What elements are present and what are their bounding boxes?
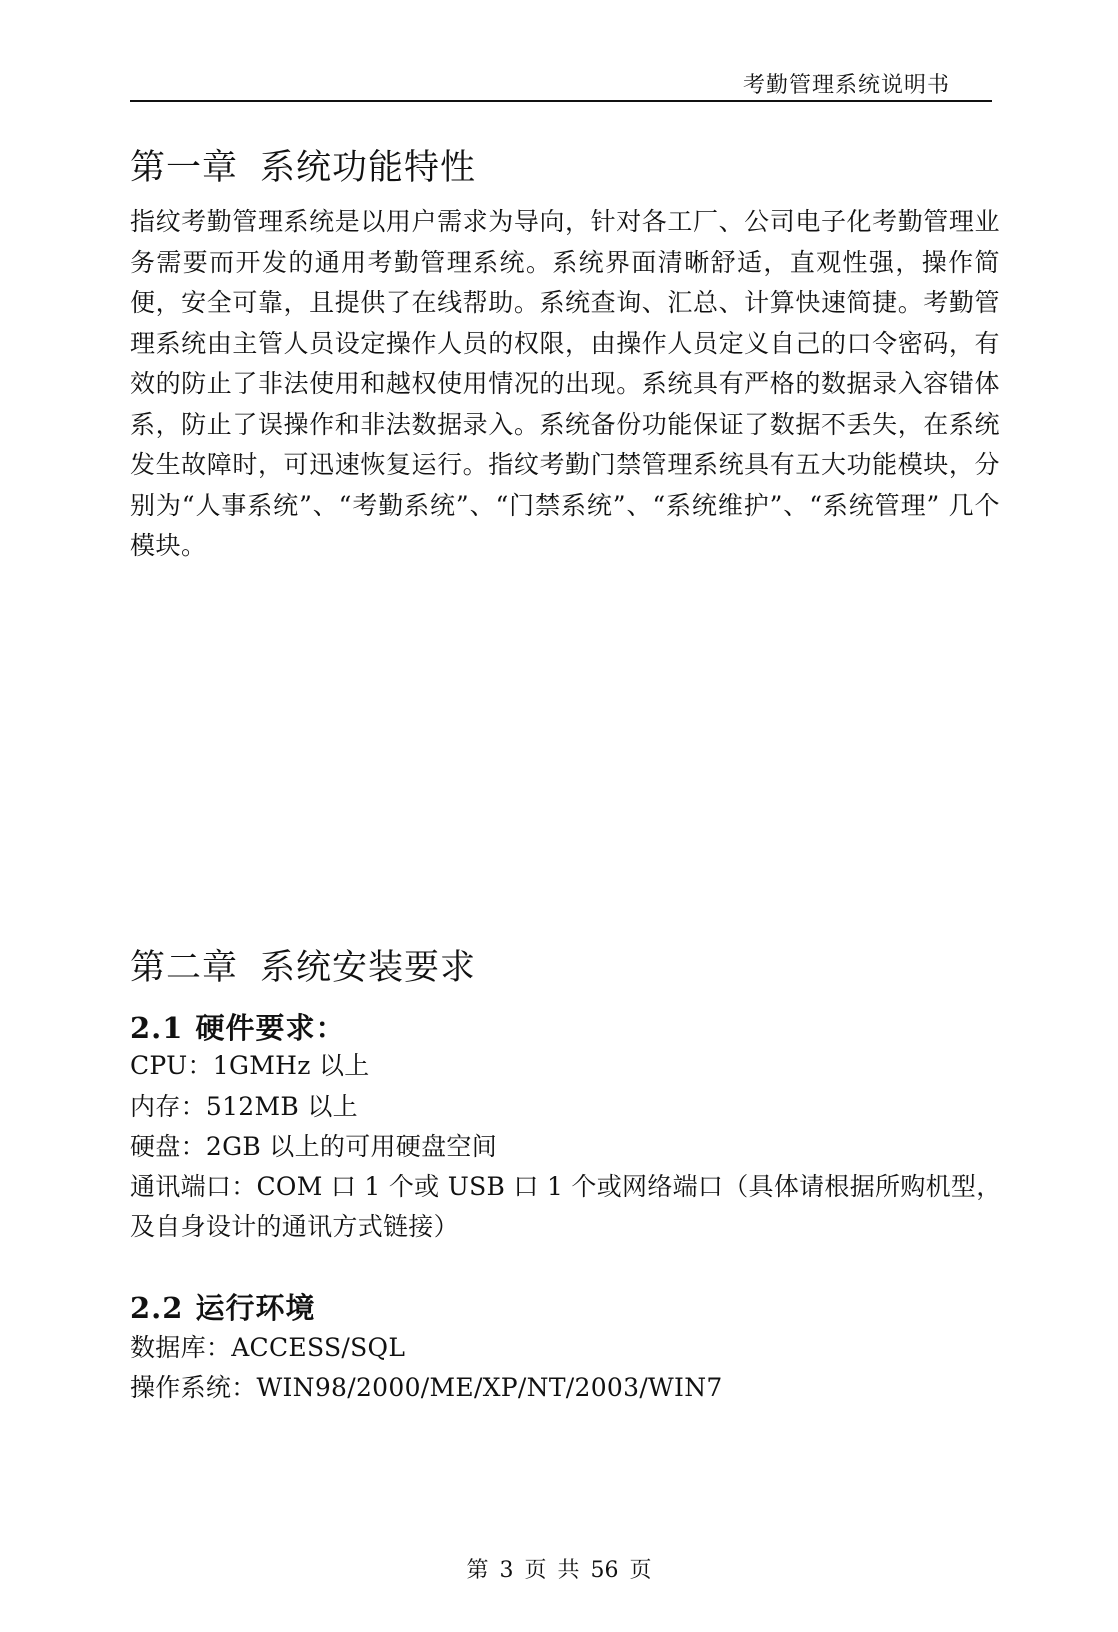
hardware-port-line-cont: 及自身设计的通讯方式链接）	[130, 1212, 459, 1241]
chapter-1-body: 指纹考勤管理系统是以用户需求为导向，针对各工厂、公司电子化考勤管理业务需要而开发的通用考勤管理系统。系统界面清晰舒适，直观性强，操作简便，安全可靠，且提供了在线帮助。系统查询、汇总、计算快速简捷。考勤管理系统由主管人员设定操作人员的权限，由操作人员定义自己的口令密码，有效的防止了非法使用和越权使用情况的出现。系统具有严格的数据录入容错体系，防止了误操作和非法数据录入。系统备份功能保证了数据不丢失，在系统发生故障时，可迅速恢复运行。指纹考勤门禁管理系统具有五大功能模块，分别为“人事系统”、“考勤系统”、“门禁系统”、“系统维护”、“系统管理” 几个模块。	[130, 207, 1000, 560]
page-number-footer: 第 3 页 共 56 页	[466, 1558, 652, 1583]
hardware-memory-line: 内存：512MB 以上	[130, 1092, 358, 1121]
chapter-1-heading	[130, 140, 476, 190]
section-2-1-heading	[130, 1006, 345, 1047]
section-2-2-number: 2.2	[130, 1291, 184, 1325]
hardware-disk-line: 硬盘：2GB 以上的可用硬盘空间	[130, 1132, 497, 1161]
hardware-cpu-line: CPU：1GMHz 以上	[130, 1051, 370, 1080]
hardware-port-line: 通讯端口：COM 口 1 个或 USB 口 1 个或网络端口（具体请根据所购机型，	[130, 1172, 1002, 1201]
header-rule	[130, 100, 992, 102]
section-2-1-number: 2.1	[130, 1011, 184, 1045]
chapter-2-title: 系统安装要求	[260, 948, 477, 988]
env-os-line: 操作系统：WIN98/2000/ME/XP/NT/2003/WIN7	[130, 1373, 723, 1402]
chapter-1-number: 第一章	[130, 148, 239, 188]
running-header: 考勤管理系统说明书	[742, 73, 950, 98]
env-database-line: 数据库：ACCESS/SQL	[130, 1333, 406, 1362]
section-2-2-heading	[130, 1286, 315, 1327]
section-2-1-title: 硬件要求：	[195, 1011, 346, 1045]
chapter-2-heading	[130, 940, 476, 990]
chapter-2-number: 第二章	[130, 948, 239, 988]
chapter-1-title: 系统功能特性	[260, 148, 477, 188]
section-2-2-title: 运行环境	[195, 1291, 316, 1325]
